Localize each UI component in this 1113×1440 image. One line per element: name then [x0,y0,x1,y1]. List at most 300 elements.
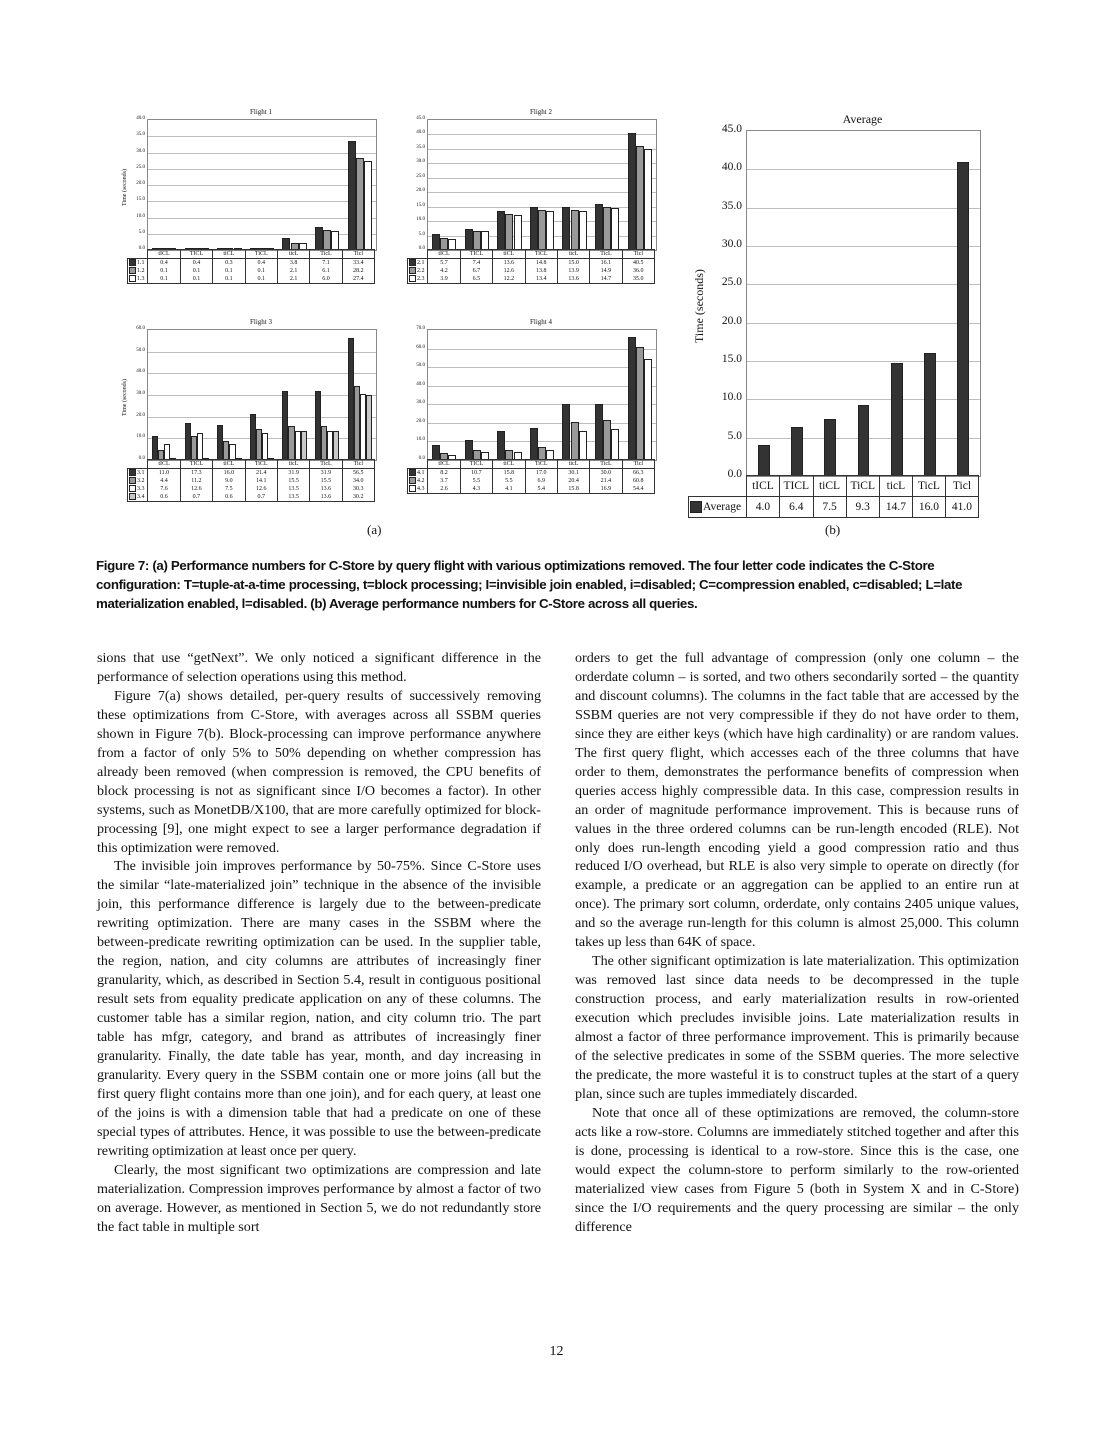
y-tick-label: 20.0 [721,314,742,327]
chart-title: Flight 4 [530,318,552,326]
category-label: TicL [310,460,342,469]
value-cell: 31.9 [277,469,309,478]
bar [530,207,538,250]
category-label: tICL [148,460,180,469]
gridline [148,153,376,154]
value-cell: 12.2 [493,275,525,284]
value-cell: 16.0 [912,497,945,518]
gridline [148,169,376,170]
bar [333,431,339,460]
value-cell: 12.6 [493,267,525,275]
y-tick-label: 35.0 [416,144,425,150]
bar [315,227,323,250]
value-cell: 0.4 [245,259,277,268]
legend-label: 2.1 [417,260,425,266]
value-cell: 4.0 [746,497,779,518]
table-corner [408,460,428,469]
value-cell: 0.4 [180,259,212,268]
bar [595,404,603,460]
y-tick-label: 25.0 [136,164,145,170]
legend-cell [689,497,747,518]
value-cell: 0.6 [213,493,245,502]
category-label: tICL [428,460,460,469]
legend-label: 3.4 [137,494,145,500]
bar [571,210,579,250]
legend-swatch-icon [690,501,702,513]
legend-cell [408,275,428,284]
table-row [128,493,375,502]
value-cell: 14.7 [879,497,912,518]
category-label: TiCL [846,476,879,497]
bar [497,211,505,250]
chart-title: Flight 1 [250,108,272,116]
bar [465,229,473,250]
bar [514,215,522,250]
legend-swatch-icon [409,267,416,274]
category-label: Ticl [622,250,654,259]
y-tick-label: 30.0 [136,148,145,154]
value-cell: 6.4 [780,497,813,518]
value-cell: 13.6 [557,275,589,284]
legend-label: 2.3 [417,276,425,282]
gridline [428,178,656,179]
value-cell: 13.8 [525,267,557,275]
y-tick-label: 10.0 [721,391,742,404]
value-cell: 15.5 [277,477,309,485]
value-cell: 4.2 [428,267,460,275]
table-row [408,485,655,494]
legend-cell [128,477,148,485]
plot-area [147,329,377,461]
legend-cell [408,259,428,268]
y-tick-label: 60.0 [416,344,425,350]
value-cell: 21.4 [590,477,622,485]
bar [562,404,570,460]
gridline [148,185,376,186]
gridline [428,441,656,442]
gridline [428,134,656,135]
y-tick-label: 5.0 [727,429,742,442]
legend-cell [408,267,428,275]
value-cell: 14.7 [590,275,622,284]
category-label: ticL [277,250,309,259]
plot-area [147,119,377,251]
value-cell: 0.1 [180,267,212,275]
gridline [428,367,656,368]
legend-label: 4.2 [417,478,425,484]
gridline [428,386,656,387]
data-table [407,249,655,284]
value-cell: 31.9 [310,469,342,478]
value-cell: 7.4 [460,259,492,268]
value-cell: 13.6 [493,259,525,268]
value-cell: 13.6 [310,493,342,502]
value-cell: 5.4 [525,485,557,494]
value-cell: 15.8 [493,469,525,478]
gridline [428,149,656,150]
bar [505,214,513,250]
paragraph: The invisible join improves performance by 50-75%. Since C-Store uses the similar “late-materialized join” technique in the absence of the invisible join, this performance difference is largely due to the between-predicate rewriting optimization. There are many cases in the SSBM where the between-predicate rewriting optimization can be used. In the supplier table, the region, nation, and city columns are attributes of increasingly finer granularity, which, as described in Section 5.4, result in contiguous positional result sets from equality predicate application on any of these columns. The customer table has a similar region, nation, and city column trio. The part table has mfgr, category, and brand as attributes of increasingly finer granularity. Finally, the date table has year, month, and day increasing in granularity. Every query in the SSBM contain one or more joins (all but the first query flight contains more than one join), and for each query, at least one of the joins is with a dimension table that had a predicate on one of these special types of attributes. Hence, it was possible to use the between-predicate rewriting optimization at least once per query. [97,858,541,1159]
value-cell: 5.7 [428,259,460,268]
bar [331,231,339,251]
value-cell: 0.1 [213,275,245,284]
bar [571,422,579,460]
left-column [97,649,541,1237]
y-tick-label: 40.0 [721,161,742,174]
table-corner [689,476,747,497]
value-cell: 28.2 [342,267,374,275]
paragraph: sions that use “getNext”. We only noticed a significant difference in the performance of selection operations using this method. [97,650,541,685]
y-axis-label: Time (seconds) [122,169,128,206]
category-label: TiCL [245,250,277,259]
value-cell: 0.1 [148,275,180,284]
subfigure-label-b: (b) [825,522,841,537]
data-table [127,249,375,284]
bar [611,429,619,460]
legend-label: 1.3 [137,276,145,282]
y-axis-label: Time (seconds) [692,268,706,343]
category-label: TICL [460,250,492,259]
table-header-row [408,250,655,259]
value-cell: 0.1 [180,275,212,284]
gridline [148,136,376,137]
value-cell: 56.5 [342,469,374,478]
y-tick-label: 10.0 [416,437,425,443]
chart-title: Flight 3 [250,318,272,326]
category-label: TICL [780,476,813,497]
category-label: TicL [590,250,622,259]
category-label: tICL [746,476,779,497]
bar [579,431,587,460]
value-cell: 13.5 [277,485,309,493]
y-tick-label: 30.0 [721,238,742,251]
category-label: ticL [277,460,309,469]
category-label: Ticl [342,250,374,259]
value-cell: 13.5 [277,493,309,502]
bar [579,211,587,250]
value-cell: 2.1 [277,275,309,284]
value-cell: 17.0 [525,469,557,478]
bar [636,347,644,460]
category-label: TicL [310,250,342,259]
y-tick-label: 45.0 [721,123,742,136]
bar [957,162,969,476]
gridline [148,373,376,374]
flight-4-chart [395,318,660,508]
value-cell: 35.0 [622,275,654,284]
category-label: TicL [590,460,622,469]
value-cell: 5.5 [493,477,525,485]
bar [611,208,619,250]
category-label: Ticl [342,460,374,469]
category-label: TiCL [525,250,557,259]
value-cell: 41.0 [945,497,978,518]
chart-title: Average [842,112,883,126]
table-row [128,267,375,275]
gridline [148,234,376,235]
bar [262,433,268,460]
category-label: TicL [912,476,945,497]
gridline [148,352,376,353]
value-cell: 8.2 [428,469,460,478]
y-tick-label: 20.0 [136,412,145,418]
data-table [407,459,655,494]
legend-label: 3.2 [137,478,145,484]
table-header-row [128,250,375,259]
gridline [148,395,376,396]
table-header-row [128,460,375,469]
data-table [127,459,375,502]
value-cell: 33.4 [342,259,374,268]
plot-area [746,130,981,477]
category-label: tiCL [493,250,525,259]
y-tick-label: 25.0 [721,276,742,289]
legend-cell [128,259,148,268]
value-cell: 30.0 [590,469,622,478]
bar [538,210,546,250]
table-row [128,259,375,268]
y-tick-label: 5.0 [138,229,145,235]
y-tick-label: 0.0 [418,246,425,251]
value-cell: 7.5 [813,497,846,518]
legend-swatch-icon [129,469,136,476]
bar [323,230,331,250]
flight-3-chart [115,318,380,508]
table-header-row [689,476,979,497]
y-tick-label: 25.0 [416,173,425,179]
value-cell: 10.7 [460,469,492,478]
legend-swatch-icon [129,485,136,492]
bar [530,428,538,460]
category-label: tICL [148,250,180,259]
category-label: ticL [557,250,589,259]
value-cell: 16.9 [590,485,622,494]
value-cell: 54.4 [622,485,654,494]
legend-label: 4.3 [417,486,425,492]
category-label: tICL [428,250,460,259]
average-chart [688,110,988,520]
value-cell: 13.4 [525,275,557,284]
y-tick-label: 20.0 [136,181,145,186]
y-tick-label: 20.0 [416,418,425,424]
table-header-row [408,460,655,469]
legend-cell [128,275,148,284]
y-tick-label: 40.0 [416,130,425,136]
table-row [128,275,375,284]
flight-2-chart [395,108,660,298]
value-cell: 11.2 [180,477,212,485]
y-tick-label: 0.0 [418,456,425,461]
bar [644,149,652,250]
value-cell: 4.4 [148,477,180,485]
subfigure-label-a: (a) [367,522,382,537]
bar [364,161,372,250]
value-cell: 12.6 [245,485,277,493]
y-tick-label: 15.0 [136,197,145,203]
legend-cell [128,267,148,275]
gridline [747,246,980,247]
category-label: TICL [180,250,212,259]
value-cell: 0.7 [180,493,212,502]
table-row [128,485,375,493]
bar [562,207,570,250]
value-cell: 21.4 [245,469,277,478]
category-label: TiCL [245,460,277,469]
value-cell: 6.1 [310,267,342,275]
legend-label: 3.1 [137,470,145,476]
bar [465,440,473,460]
value-cell: 15.5 [310,477,342,485]
chart-title: Flight 2 [530,108,552,116]
category-label: Ticl [945,476,978,497]
value-cell: 17.3 [180,469,212,478]
value-cell: 34.0 [342,477,374,485]
legend-cell [128,493,148,502]
table-row [689,497,979,518]
value-cell: 20.4 [557,477,589,485]
value-cell: 0.1 [245,267,277,275]
gridline [148,201,376,202]
value-cell: 2.6 [428,485,460,494]
table-corner [128,250,148,259]
value-cell: 11.0 [148,469,180,478]
figure-caption: Figure 7: (a) Performance numbers for C-Store by query flight with various optimizations removed. The four letter code indicates the C-Store configuration: T=tuple-at-a-time processing, t=block processing; I=invisible join enabled, i=disabled; C=compression enabled, c=disabled; L=late materialization enabled, l=disabled. (b) Average performance numbers for C-Store across all queries. [96,558,963,611]
category-label: Ticl [622,460,654,469]
value-cell: 0.4 [148,259,180,268]
data-table [688,475,979,518]
value-cell: 30.3 [342,485,374,493]
gridline [747,284,980,285]
bar [628,337,636,460]
value-cell: 16.0 [213,469,245,478]
bar [628,133,636,250]
paragraph: orders to get the full advantage of compression (only one column – the orderdate column – is sorted, and two others secondarily sorted – the quantity and discount columns). The columns in the fact table that are accessed by the SSBM queries are not very compressible if they do not have order to them, since they are either keys (which have high cardinality) or are random values. The first query flight, which accesses each of the three columns that have order to them, demonstrates the performance benefits of compression when queries access highly compressible data. In this case, compression results in an order of magnitude performance improvement. This is because runs of values in the three ordered columns can be run-length encoded (RLE). Not only does run-length encoding yield a good compression ratio and thus reduced I/O overhead, but RLE is also very simple to operate on directly (for example, a predicate or an aggregation can be applied to an entire run at once). The primary sort column, orderdate, only contains 2405 unique values, and so the average run-length for this column is almost 25,000. This column takes up less than 64K of space. [575,650,1019,951]
bar [348,141,356,250]
legend-cell [128,485,148,493]
category-label: tiCL [213,460,245,469]
gridline [428,404,656,405]
legend-label: 1.2 [137,268,145,274]
y-tick-label: 50.0 [416,363,425,369]
value-cell: 13.6 [310,485,342,493]
y-tick-label: 15.0 [416,202,425,208]
y-tick-label: 30.0 [136,391,145,396]
value-cell: 0.1 [148,267,180,275]
bar [644,359,652,460]
value-cell: 13.9 [557,267,589,275]
value-cell: 3.7 [428,477,460,485]
legend-cell [408,469,428,478]
gridline [148,218,376,219]
y-tick-label: 5.0 [418,231,425,237]
bar [473,231,481,250]
table-row [128,477,375,485]
legend-swatch-icon [409,259,416,266]
table-row [408,477,655,485]
legend-swatch-icon [129,259,136,266]
y-tick-label: 0.0 [138,246,145,251]
y-tick-label: 10.0 [416,217,425,223]
value-cell: 40.5 [622,259,654,268]
value-cell: 15.0 [557,259,589,268]
category-label: tiCL [493,460,525,469]
legend-swatch-icon [129,267,136,274]
legend-label: Average [703,501,742,513]
legend-swatch-icon [129,275,136,282]
value-cell: 15.8 [557,485,589,494]
paragraph: The other significant optimization is late materialization. This optimization was removed last since data needs to be decompressed in the tuple construction process, and early materialization results in row-oriented execution which precludes invisible joins. Late materialization results in almost a factor of three performance improvement. This is primarily because of the selective predicates in some of the SSBM queries. The more selective the predicate, the more wasteful it is to construct tuples at the start of a query plan, since such are tuples immediately discarded. [575,953,1019,1102]
gridline [148,417,376,418]
y-tick-label: 35.0 [136,132,145,138]
paragraph: Clearly, the most significant two optimizations are compression and late materialization. Compression improves performance by almost a factor of two on average. However, as mentioned in Section 5, we do not redundantly store the fact table in multiple sort [97,1161,541,1235]
value-cell: 3.9 [428,275,460,284]
legend-swatch-icon [129,477,136,484]
value-cell: 0.3 [213,259,245,268]
value-cell: 36.0 [622,267,654,275]
category-label: TICL [460,460,492,469]
bar [366,395,372,460]
category-label: ticL [879,476,912,497]
table-row [408,267,655,275]
legend-cell [128,469,148,478]
table-row [408,469,655,478]
category-label: tiCL [213,250,245,259]
value-cell: 6.9 [525,477,557,485]
category-label: TiCL [525,460,557,469]
value-cell: 7.6 [148,485,180,493]
y-tick-label: 30.0 [416,159,425,165]
value-cell: 4.1 [493,485,525,494]
legend-label: 1.1 [137,260,145,266]
y-tick-label: 40.0 [136,116,145,121]
paragraph: Figure 7(a) shows detailed, per-query results of successively removing these optimizations from C-Store, with averages across all SSBM queries shown in Figure 7(b). Block-processing can improve performance anywhere from a factor of only 5% to 50% depending on whether compression has already been removed (when compression is removed, the CPU benefits of block processing is not as significant since I/O becomes a factor). In other systems, such as MonetDB/X100, that are more carefully optimized for block-processing [9], one might expect to see a larger performance degradation if this optimization were removed. [97,687,541,856]
y-tick-label: 50.0 [136,347,145,353]
value-cell: 27.4 [342,275,374,284]
bar [546,211,554,250]
y-tick-label: 15.0 [721,353,742,366]
legend-label: 2.2 [417,268,425,274]
page-number: 12 [549,1344,564,1359]
value-cell: 2.1 [277,267,309,275]
table-row [408,275,655,284]
legend-label: 3.3 [137,486,145,492]
bar [603,207,611,250]
y-tick-label: 40.0 [136,369,145,375]
legend-cell [408,477,428,485]
y-tick-label: 10.0 [136,434,145,440]
category-label: ticL [557,460,589,469]
value-cell: 14.9 [590,267,622,275]
right-column [575,649,1019,1237]
value-cell: 0.7 [245,493,277,502]
value-cell: 66.3 [622,469,654,478]
legend-swatch-icon [409,485,416,492]
value-cell: 3.8 [277,259,309,268]
value-cell: 6.0 [310,275,342,284]
bar [603,420,611,460]
y-axis-label: Time (seconds) [122,379,128,416]
table-corner [408,250,428,259]
value-cell: 5.5 [460,477,492,485]
gridline [747,208,980,209]
bar [858,405,870,476]
value-cell: 9.3 [846,497,879,518]
bar [432,445,440,460]
y-tick-label: 0.0 [727,468,742,481]
gridline [428,163,656,164]
bar [758,445,770,476]
y-tick-label: 60.0 [136,326,145,331]
